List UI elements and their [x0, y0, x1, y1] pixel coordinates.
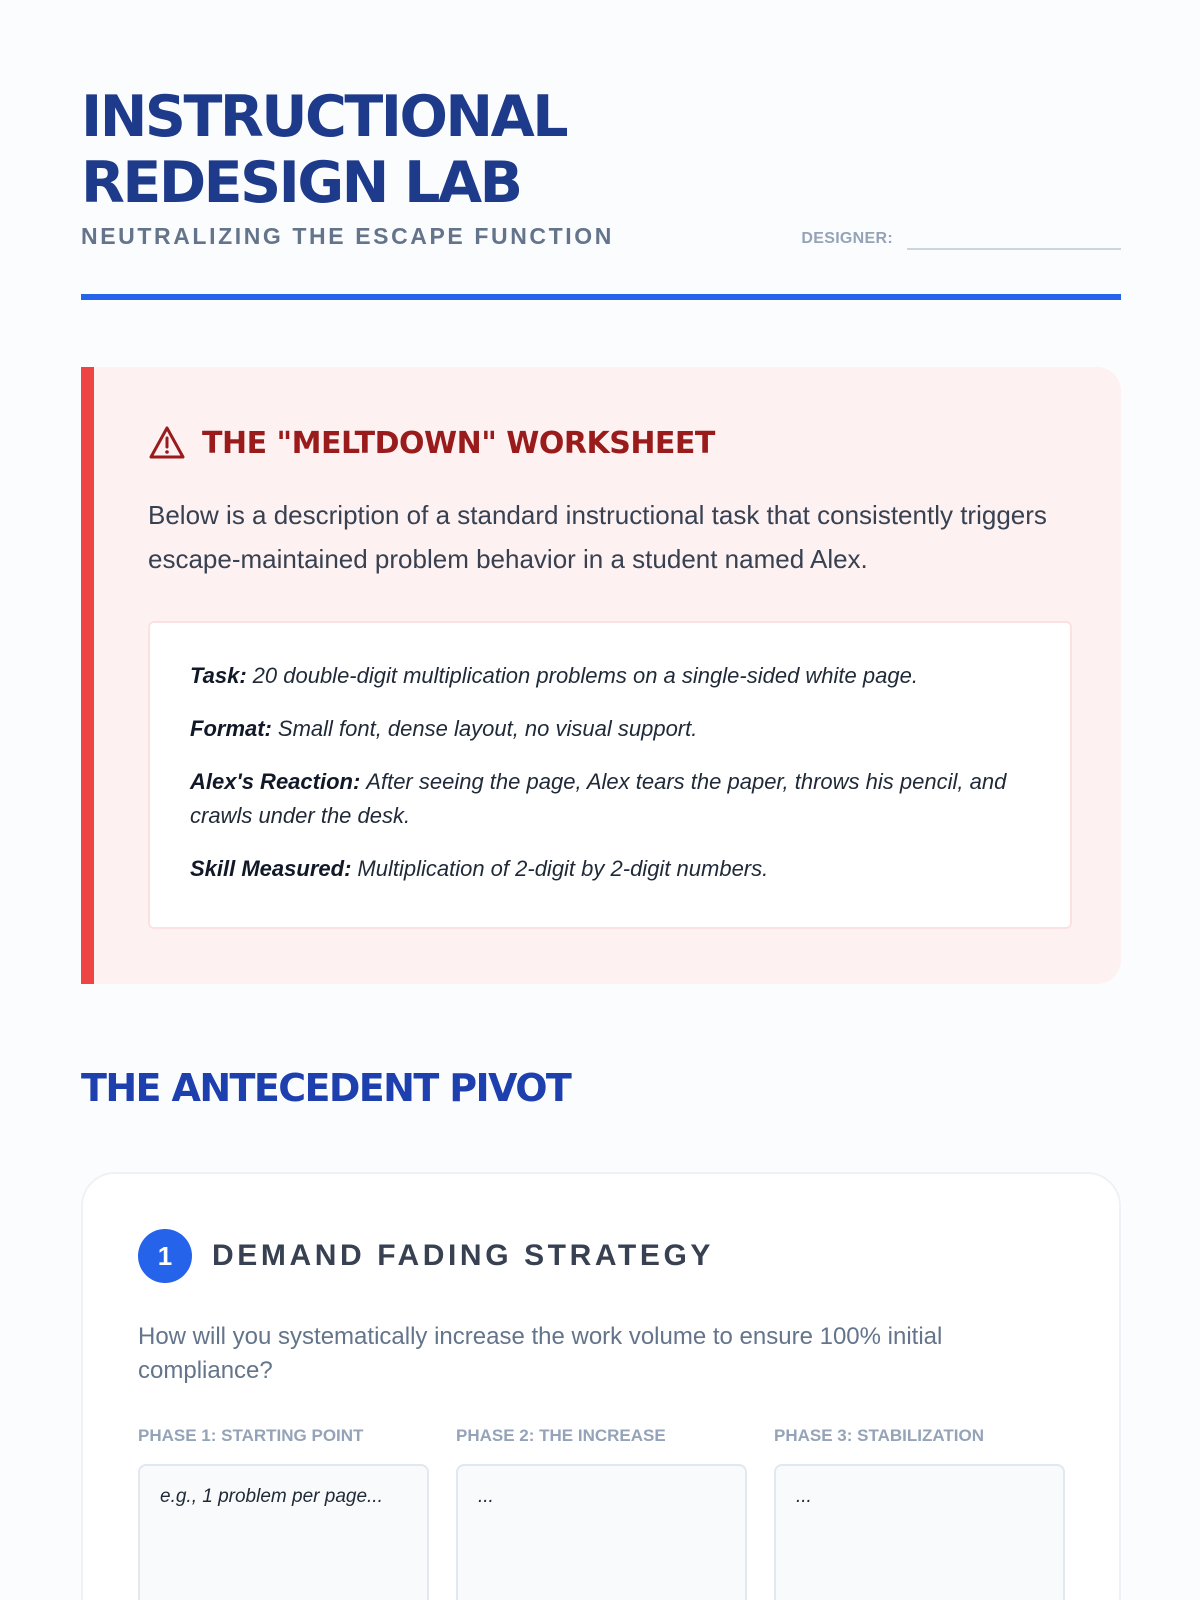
case-skill	[190, 852, 1030, 886]
phase-2-label: PHASE 2: THE INCREASE	[456, 1426, 666, 1445]
case-reaction	[190, 765, 1030, 833]
strategy-title: DEMAND FADING STRATEGY	[212, 1239, 714, 1272]
page-subtitle: NEUTRALIZING THE ESCAPE FUNCTION	[81, 223, 614, 249]
page-title	[81, 84, 1121, 216]
designer-input-line[interactable]	[907, 226, 1121, 250]
case-format-text: Small font, dense layout, no visual support.	[277, 716, 698, 741]
warning-triangle-icon	[148, 425, 186, 461]
section-title-antecedent-pivot: THE ANTECEDENT PIVOT	[81, 1066, 571, 1110]
case-skill-text: Multiplication of 2-digit by 2-digit numbers.	[357, 856, 769, 881]
meltdown-title: THE "MELTDOWN" WORKSHEET	[202, 425, 715, 461]
header-divider	[81, 294, 1121, 300]
page-header	[81, 84, 1121, 304]
case-task	[190, 659, 1030, 693]
phase-columns	[138, 1426, 1065, 1600]
case-format-label: Format:	[190, 716, 272, 741]
case-reaction-label: Alex's Reaction:	[190, 769, 361, 794]
strategy-prompt: How will you systematically increase the work volume to ensure 100% initial compliance?	[138, 1323, 943, 1384]
page-title-line-1: INSTRUCTIONAL	[81, 84, 567, 150]
page-title-line-2: REDESIGN LAB	[81, 150, 521, 216]
phase-2	[456, 1426, 747, 1600]
phase-1-input[interactable]	[138, 1464, 429, 1600]
demand-fading-card	[81, 1172, 1121, 1600]
phase-1-label: PHASE 1: STARTING POINT	[138, 1426, 364, 1445]
designer-label: DESIGNER:	[801, 230, 893, 247]
case-format	[190, 712, 1030, 746]
phase-3	[774, 1426, 1065, 1600]
case-task-label: Task:	[190, 663, 247, 688]
phase-3-input[interactable]	[774, 1464, 1065, 1600]
meltdown-worksheet-card	[81, 367, 1121, 984]
strategy-header	[138, 1229, 714, 1283]
phase-3-label: PHASE 3: STABILIZATION	[774, 1426, 984, 1445]
phase-2-input[interactable]	[456, 1464, 747, 1600]
case-reaction-text: After seeing the page, Alex tears the paper, throws his pencil, and crawls under the desk.	[190, 769, 1007, 828]
meltdown-intro: Below is a description of a standard instructional task that consistently triggers escape-maintained problem behavior in a student named Alex.	[148, 500, 1047, 574]
case-task-text: 20 double-digit multiplication problems on a single-sided white page.	[252, 663, 918, 688]
case-description-box	[148, 621, 1072, 929]
designer-field-group	[801, 226, 1121, 250]
step-number-badge: 1	[138, 1229, 192, 1283]
phase-1	[138, 1426, 429, 1600]
case-skill-label: Skill Measured:	[190, 856, 352, 881]
meltdown-header	[148, 425, 715, 461]
